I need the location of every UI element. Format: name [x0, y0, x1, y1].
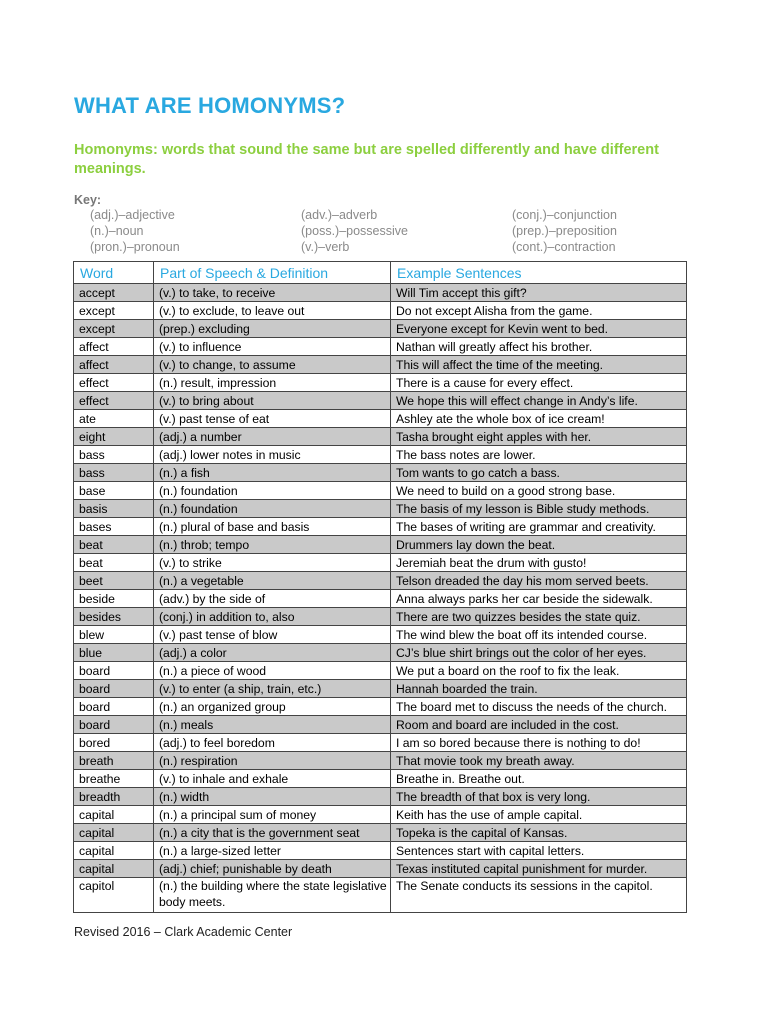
- word-cell: breathe: [74, 770, 154, 788]
- example-cell: The basis of my lesson is Bible study methods.: [391, 500, 687, 518]
- definition-cell: (n.) result, impression: [154, 374, 391, 392]
- table-row: [74, 500, 687, 518]
- word-cell: breath: [74, 752, 154, 770]
- word-cell: beet: [74, 572, 154, 590]
- definition-cell: (n.) a large-sized letter: [154, 842, 391, 860]
- example-cell: That movie took my breath away.: [391, 752, 687, 770]
- example-cell: The bases of writing are grammar and creativity.: [391, 518, 687, 536]
- definition-cell: (v.) to change, to assume: [154, 356, 391, 374]
- word-cell: board: [74, 716, 154, 734]
- example-cell: We put a board on the roof to fix the leak.: [391, 662, 687, 680]
- definition-cell: (v.) to bring about: [154, 392, 391, 410]
- key-item: (poss.)–possessive: [301, 224, 408, 238]
- table-row: [74, 572, 687, 590]
- definition-cell: (n.) plural of base and basis: [154, 518, 391, 536]
- table-row: [74, 680, 687, 698]
- example-cell: We need to build on a good strong base.: [391, 482, 687, 500]
- word-cell: board: [74, 698, 154, 716]
- example-cell: Tasha brought eight apples with her.: [391, 428, 687, 446]
- table-row: [74, 716, 687, 734]
- word-cell: blew: [74, 626, 154, 644]
- table-row: [74, 518, 687, 536]
- table-row: [74, 464, 687, 482]
- example-cell: There are two quizzes besides the state quiz.: [391, 608, 687, 626]
- example-cell: Tom wants to go catch a bass.: [391, 464, 687, 482]
- table-row: [74, 860, 687, 878]
- word-cell: capital: [74, 806, 154, 824]
- key-item: (v.)–verb: [301, 240, 350, 254]
- table-row: [74, 788, 687, 806]
- homonyms-table: [73, 261, 687, 913]
- example-cell: There is a cause for every effect.: [391, 374, 687, 392]
- table-row: [74, 320, 687, 338]
- example-cell: Topeka is the capital of Kansas.: [391, 824, 687, 842]
- definition-cell: (n.) the building where the state legislative body meets.: [154, 878, 391, 913]
- example-cell: Telson dreaded the day his mom served beets.: [391, 572, 687, 590]
- key-item: (cont.)–contraction: [512, 240, 616, 254]
- definition-cell: (adj.) to feel boredom: [154, 734, 391, 752]
- definition-cell: (adv.) by the side of: [154, 590, 391, 608]
- word-cell: capitol: [74, 878, 154, 913]
- word-cell: bored: [74, 734, 154, 752]
- definition-cell: (n.) an organized group: [154, 698, 391, 716]
- header-definition: Part of Speech & Definition: [154, 262, 391, 284]
- example-cell: Texas instituted capital punishment for murder.: [391, 860, 687, 878]
- table-row: [74, 554, 687, 572]
- definition-cell: (n.) a piece of wood: [154, 662, 391, 680]
- definition-cell: (n.) a principal sum of money: [154, 806, 391, 824]
- table-header-row: [74, 262, 687, 284]
- definition-cell: (v.) to enter (a ship, train, etc.): [154, 680, 391, 698]
- table-row: [74, 734, 687, 752]
- example-cell: The breadth of that box is very long.: [391, 788, 687, 806]
- table-row: [74, 770, 687, 788]
- table-row: [74, 338, 687, 356]
- definition-cell: (v.) to inhale and exhale: [154, 770, 391, 788]
- word-cell: capital: [74, 824, 154, 842]
- example-cell: Ashley ate the whole box of ice cream!: [391, 410, 687, 428]
- example-cell: The wind blew the boat off its intended course.: [391, 626, 687, 644]
- table-row: [74, 608, 687, 626]
- word-cell: except: [74, 302, 154, 320]
- table-row: [74, 482, 687, 500]
- example-cell: Sentences start with capital letters.: [391, 842, 687, 860]
- word-cell: except: [74, 320, 154, 338]
- table-row: [74, 626, 687, 644]
- header-example: Example Sentences: [391, 262, 687, 284]
- word-cell: capital: [74, 842, 154, 860]
- example-cell: Jeremiah beat the drum with gusto!: [391, 554, 687, 572]
- word-cell: basis: [74, 500, 154, 518]
- example-cell: Will Tim accept this gift?: [391, 284, 687, 302]
- key-item: (adj.)–adjective: [90, 208, 175, 222]
- definition-cell: (n.) a vegetable: [154, 572, 391, 590]
- definition-cell: (adj.) a number: [154, 428, 391, 446]
- header-word: Word: [74, 262, 154, 284]
- definition-cell: (adj.) chief; punishable by death: [154, 860, 391, 878]
- word-cell: blue: [74, 644, 154, 662]
- example-cell: This will affect the time of the meeting.: [391, 356, 687, 374]
- definition-cell: (n.) throb; tempo: [154, 536, 391, 554]
- example-cell: Drummers lay down the beat.: [391, 536, 687, 554]
- table-row: [74, 698, 687, 716]
- definition-cell: (n.) respiration: [154, 752, 391, 770]
- word-cell: beat: [74, 536, 154, 554]
- table-row: [74, 410, 687, 428]
- table-row: [74, 536, 687, 554]
- word-cell: affect: [74, 356, 154, 374]
- intro-definition: Homonyms: words that sound the same but are spelled differently and have different meanings.: [74, 142, 659, 177]
- definition-cell: (n.) a city that is the government seat: [154, 824, 391, 842]
- example-cell: Keith has the use of ample capital.: [391, 806, 687, 824]
- table-row: [74, 392, 687, 410]
- key-item: (adv.)–adverb: [301, 208, 378, 222]
- definition-cell: (v.) to strike: [154, 554, 391, 572]
- definition-cell: (n.) a fish: [154, 464, 391, 482]
- example-cell: The bass notes are lower.: [391, 446, 687, 464]
- word-cell: breadth: [74, 788, 154, 806]
- table-row: [74, 824, 687, 842]
- table-row: [74, 662, 687, 680]
- key-item: (prep.)–preposition: [512, 224, 617, 238]
- word-cell: bass: [74, 446, 154, 464]
- word-cell: eight: [74, 428, 154, 446]
- key-item: (pron.)–pronoun: [90, 240, 180, 254]
- table-row: [74, 284, 687, 302]
- key-item: (conj.)–conjunction: [512, 208, 617, 222]
- table-row: [74, 446, 687, 464]
- word-cell: beside: [74, 590, 154, 608]
- key-item: (n.)–noun: [90, 224, 144, 238]
- table-row: [74, 644, 687, 662]
- example-cell: Hannah boarded the train.: [391, 680, 687, 698]
- example-cell: CJ’s blue shirt brings out the color of her eyes.: [391, 644, 687, 662]
- table-row: [74, 302, 687, 320]
- definition-cell: (n.) foundation: [154, 500, 391, 518]
- word-cell: bases: [74, 518, 154, 536]
- example-cell: We hope this will effect change in Andy’s life.: [391, 392, 687, 410]
- word-cell: bass: [74, 464, 154, 482]
- table-row: [74, 806, 687, 824]
- definition-cell: (adj.) lower notes in music: [154, 446, 391, 464]
- example-cell: I am so bored because there is nothing to do!: [391, 734, 687, 752]
- definition-cell: (adj.) a color: [154, 644, 391, 662]
- table-row: [74, 752, 687, 770]
- example-cell: The Senate conducts its sessions in the capitol.: [391, 878, 687, 913]
- word-cell: effect: [74, 374, 154, 392]
- word-cell: ate: [74, 410, 154, 428]
- word-cell: capital: [74, 860, 154, 878]
- table-row: [74, 842, 687, 860]
- table-row: [74, 356, 687, 374]
- definition-cell: (v.) to exclude, to leave out: [154, 302, 391, 320]
- example-cell: Anna always parks her car beside the sidewalk.: [391, 590, 687, 608]
- word-cell: board: [74, 680, 154, 698]
- table-row: [74, 878, 687, 913]
- word-cell: base: [74, 482, 154, 500]
- definition-cell: (v.) past tense of eat: [154, 410, 391, 428]
- example-cell: Do not except Alisha from the game.: [391, 302, 687, 320]
- word-cell: board: [74, 662, 154, 680]
- example-cell: Everyone except for Kevin went to bed.: [391, 320, 687, 338]
- definition-cell: (n.) foundation: [154, 482, 391, 500]
- example-cell: Breathe in. Breathe out.: [391, 770, 687, 788]
- table-row: [74, 428, 687, 446]
- definition-cell: (prep.) excluding: [154, 320, 391, 338]
- definition-cell: (v.) to take, to receive: [154, 284, 391, 302]
- definition-cell: (n.) meals: [154, 716, 391, 734]
- example-cell: Nathan will greatly affect his brother.: [391, 338, 687, 356]
- table-row: [74, 590, 687, 608]
- word-cell: beat: [74, 554, 154, 572]
- example-cell: Room and board are included in the cost.: [391, 716, 687, 734]
- page-title: WHAT ARE HOMONYMS?: [74, 93, 346, 118]
- definition-cell: (v.) to influence: [154, 338, 391, 356]
- word-cell: effect: [74, 392, 154, 410]
- revision-footer: Revised 2016 – Clark Academic Center: [74, 925, 293, 939]
- definition-cell: (n.) width: [154, 788, 391, 806]
- word-cell: besides: [74, 608, 154, 626]
- word-cell: accept: [74, 284, 154, 302]
- word-cell: affect: [74, 338, 154, 356]
- definition-cell: (v.) past tense of blow: [154, 626, 391, 644]
- table-row: [74, 374, 687, 392]
- key-label: Key:: [74, 193, 102, 207]
- example-cell: The board met to discuss the needs of the church.: [391, 698, 687, 716]
- definition-cell: (conj.) in addition to, also: [154, 608, 391, 626]
